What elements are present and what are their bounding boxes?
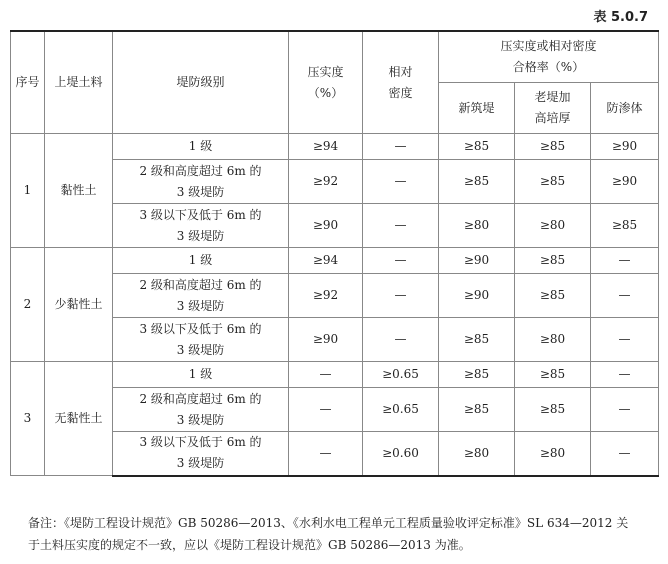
cell-relative-density: — [363, 160, 439, 204]
cell-compaction: — [289, 362, 363, 388]
cell-seepage: — [591, 318, 659, 362]
header-new-dike: 新筑堤 [439, 83, 515, 134]
cell-level: 2 级和高度超过 6m 的 3 级堤防 [113, 160, 289, 204]
cell-relative-density: ≥0.65 [363, 388, 439, 432]
table-body [11, 134, 659, 476]
table-number: 表 5.0.7 [593, 10, 648, 25]
cell-level: 1 级 [113, 134, 289, 160]
cell-level: 3 级以下及低于 6m 的 3 级堤防 [113, 204, 289, 248]
cell-compaction: ≥94 [289, 134, 363, 160]
cell-new-dike: ≥80 [439, 204, 515, 248]
cell-old-dike: ≥85 [515, 362, 591, 388]
cell-new-dike: ≥85 [439, 388, 515, 432]
cell-level: 1 级 [113, 248, 289, 274]
cell-old-dike: ≥85 [515, 388, 591, 432]
cell-old-dike: ≥85 [515, 274, 591, 318]
header-pass-rate-group: 压实度或相对密度 合格率（%） [439, 31, 659, 83]
cell-no: 2 [11, 248, 45, 362]
cell-level: 3 级以下及低于 6m 的 3 级堤防 [113, 318, 289, 362]
cell-seepage: ≥90 [591, 134, 659, 160]
header-old-dike: 老堤加 高培厚 [515, 83, 591, 134]
cell-old-dike: ≥80 [515, 318, 591, 362]
cell-compaction: ≥92 [289, 274, 363, 318]
cell-new-dike: ≥85 [439, 160, 515, 204]
cell-seepage: — [591, 248, 659, 274]
cell-new-dike: ≥90 [439, 248, 515, 274]
cell-compaction: ≥94 [289, 248, 363, 274]
cell-seepage: — [591, 274, 659, 318]
cell-level: 1 级 [113, 362, 289, 388]
table-row [11, 248, 659, 274]
header-relative-density: 相对 密度 [363, 31, 439, 134]
cell-relative-density: — [363, 204, 439, 248]
cell-old-dike: ≥85 [515, 248, 591, 274]
cell-seepage: ≥85 [591, 204, 659, 248]
cell-no: 1 [11, 134, 45, 248]
cell-new-dike: ≥85 [439, 362, 515, 388]
cell-old-dike: ≥80 [515, 432, 591, 476]
cell-relative-density: — [363, 248, 439, 274]
cell-new-dike: ≥85 [439, 318, 515, 362]
cell-relative-density: — [363, 318, 439, 362]
cell-old-dike: ≥85 [515, 134, 591, 160]
header-seepage: 防渗体 [591, 83, 659, 134]
header-level: 堤防级别 [113, 31, 289, 134]
header-soil: 上堤土料 [45, 31, 113, 134]
cell-level: 3 级以下及低于 6m 的 3 级堤防 [113, 432, 289, 476]
cell-soil: 黏性土 [45, 134, 113, 248]
table-row [11, 134, 659, 160]
cell-compaction: — [289, 388, 363, 432]
cell-relative-density: — [363, 134, 439, 160]
cell-relative-density: ≥0.65 [363, 362, 439, 388]
cell-compaction: — [289, 432, 363, 476]
cell-level: 2 级和高度超过 6m 的 3 级堤防 [113, 274, 289, 318]
cell-seepage: — [591, 362, 659, 388]
cell-relative-density: — [363, 274, 439, 318]
cell-new-dike: ≥80 [439, 432, 515, 476]
cell-old-dike: ≥80 [515, 204, 591, 248]
compaction-standard-table [10, 30, 659, 477]
header-compaction: 压实度 （%） [289, 31, 363, 134]
cell-compaction: ≥90 [289, 204, 363, 248]
cell-new-dike: ≥85 [439, 134, 515, 160]
cell-compaction: ≥90 [289, 318, 363, 362]
footnote: 备注：《堤防工程设计规范》GB 50286—2013、《水利水电工程单元工程质量验收评定标准》SL 634—2012 关 于土料压实度的规定不一致，应以《堤防工程设计规范》GB 50286—2013 为准。 [28, 516, 629, 552]
cell-seepage: ≥90 [591, 160, 659, 204]
cell-seepage: — [591, 388, 659, 432]
cell-no: 3 [11, 362, 45, 476]
cell-relative-density: ≥0.60 [363, 432, 439, 476]
cell-soil: 少黏性土 [45, 248, 113, 362]
cell-level: 2 级和高度超过 6m 的 3 级堤防 [113, 388, 289, 432]
table-row [11, 362, 659, 388]
cell-soil: 无黏性土 [45, 362, 113, 476]
cell-compaction: ≥92 [289, 160, 363, 204]
cell-old-dike: ≥85 [515, 160, 591, 204]
header-no: 序号 [11, 31, 45, 134]
cell-new-dike: ≥90 [439, 274, 515, 318]
cell-seepage: — [591, 432, 659, 476]
